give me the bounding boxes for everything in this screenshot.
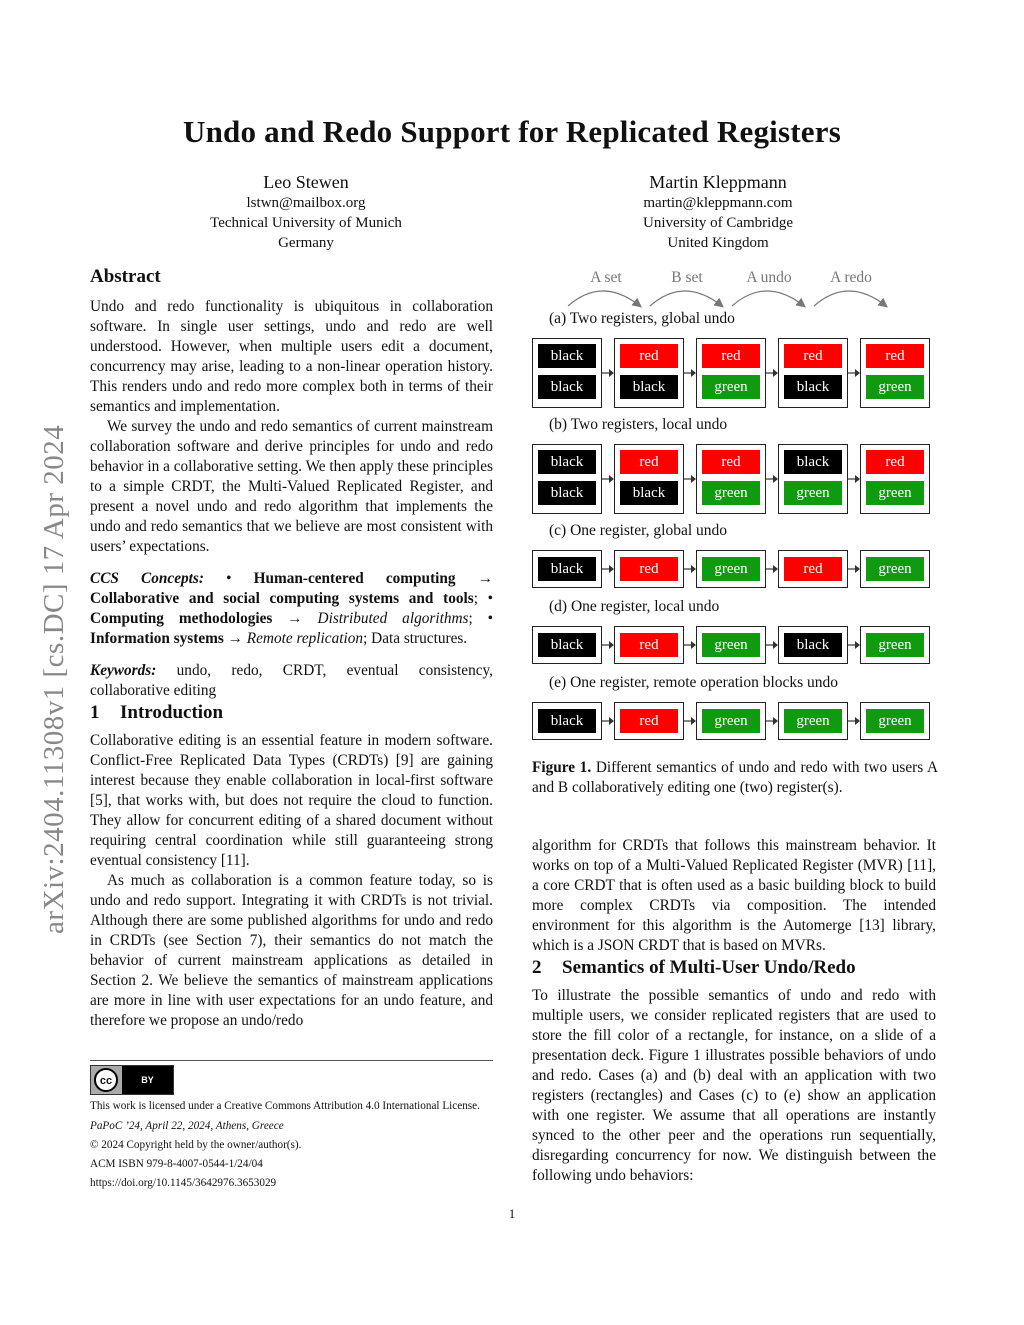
register-green: green — [866, 375, 924, 399]
abstract-heading: Abstract — [90, 266, 161, 287]
ccs-concept-3-sub: Remote replication — [246, 630, 364, 647]
register-red: red — [702, 344, 760, 368]
register-red: red — [784, 557, 842, 581]
register-state — [614, 626, 684, 664]
register-red: red — [620, 709, 678, 733]
page-number: 1 — [508, 1206, 516, 1221]
case-label: (e) One register, remote operation blocks undo — [549, 674, 839, 691]
register-state — [860, 702, 930, 740]
register-state — [532, 444, 602, 514]
register-state — [778, 702, 848, 740]
author-country: United Kingdom — [667, 235, 769, 251]
ccs-concept-1: Human-centered computing — [253, 570, 456, 587]
register-state — [532, 338, 602, 408]
author-block-2 — [553, 171, 883, 253]
register-green: green — [702, 633, 760, 657]
register-black: black — [620, 481, 678, 505]
section-title: Introduction — [120, 702, 224, 723]
register-red: red — [784, 344, 842, 368]
register-state — [860, 626, 930, 664]
register-green: green — [702, 375, 760, 399]
ccs-concept-3-extra: Data structures. — [371, 630, 468, 647]
section-number: 1 — [90, 702, 100, 723]
semantics-paragraph: To illustrate the possible semantics of undo and redo with multiple users, we consider replicated registers that are used to store the fill color of a rectangle, for instance, on a slide of a presentation deck. Figure 1 illustrates possible behaviors of undo and redo. Cases (a) and (b) deal with an application with two registers (rectangles) and Cases (c) to (e) show an application with one register. We assume that all operations are instantly synced to the other peer and the operations run sequentially, disregarding concurrency for now. We distinguish between the following undo behaviors: — [532, 987, 936, 1184]
register-black: black — [538, 450, 596, 474]
register-state — [532, 702, 602, 740]
register-state — [778, 444, 848, 514]
register-state — [696, 702, 766, 740]
ccs-concept-3: Information systems — [90, 630, 224, 647]
venue: PaPoC ’24, April 22, 2024, Athens, Greece — [90, 1120, 284, 1132]
register-state — [614, 338, 684, 408]
author-affiliation: University of Cambridge — [643, 215, 793, 231]
register-black: black — [538, 557, 596, 581]
register-black: black — [784, 633, 842, 657]
figure-1 — [532, 266, 940, 796]
op-label-a-redo: A redo — [830, 269, 872, 286]
ccs-concept-1-sub: Collaborative and social computing systems and tools — [90, 590, 474, 607]
section-title: Semantics of Multi-User Undo/Redo — [562, 957, 856, 978]
op-label-a-undo: A undo — [746, 269, 792, 286]
register-state — [696, 338, 766, 408]
register-state — [532, 550, 602, 588]
cc-icon: cc — [94, 1068, 118, 1092]
author-email: martin@kleppmann.com — [643, 195, 793, 211]
register-state — [614, 550, 684, 588]
intro-continued: algorithm for CRDTs that follows this mainstream behavior. It works on top of a Multi-Valued Replicated Register (MVR) [11], a core CRDT that is often used as a basic building block to build more complex CRDTs via composition. The intended environment for this algorithm is the Automerge [13] library, which is a JSON CRDT that is based on MVRs. — [532, 837, 936, 954]
op-label-a-set: A set — [590, 269, 622, 286]
op-arrow — [568, 291, 640, 306]
case-label: (b) Two registers, local undo — [549, 416, 728, 433]
case-label: (c) One register, global undo — [549, 522, 728, 539]
op-arrow — [814, 291, 886, 306]
register-green: green — [702, 557, 760, 581]
register-red: red — [620, 557, 678, 581]
register-state — [778, 626, 848, 664]
register-green: green — [866, 709, 924, 733]
section-1-heading — [90, 701, 493, 725]
register-green: green — [866, 633, 924, 657]
by-icon: BY — [122, 1066, 173, 1094]
ccs-concept-2-sub: Distributed algorithms — [317, 610, 469, 627]
register-state — [696, 626, 766, 664]
left-column — [90, 265, 493, 1031]
arxiv-identifier: arXiv:2404.11308v1 [cs.DC] 17 Apr 2024 — [38, 424, 70, 934]
author-email: lstwn@mailbox.org — [246, 195, 366, 211]
right-column — [532, 836, 936, 1186]
register-green: green — [702, 481, 760, 505]
register-green: green — [866, 481, 924, 505]
caption-label: Figure 1. — [532, 759, 592, 776]
register-red: red — [866, 344, 924, 368]
case-label: (a) Two registers, global undo — [549, 310, 735, 327]
register-red: red — [620, 450, 678, 474]
register-red: red — [620, 344, 678, 368]
register-state — [696, 550, 766, 588]
keywords-label: Keywords: — [90, 662, 157, 679]
register-black: black — [784, 450, 842, 474]
copyright: © 2024 Copyright held by the owner/author(s). — [90, 1139, 302, 1151]
ccs-concepts: CCS Concepts: • Human-centered computing → Collaborative and social computing systems and tools; • Computing methodologies → Distributed algorithms; • Information systems → Remote replication; Data structures. — [90, 570, 494, 647]
register-black: black — [538, 709, 596, 733]
author-name: Martin Kleppmann — [649, 172, 787, 192]
doi-link[interactable]: https://doi.org/10.1145/3642976.3653029 — [90, 1177, 277, 1189]
register-state — [860, 550, 930, 588]
footnote — [90, 1060, 493, 1193]
op-arrow — [650, 291, 722, 306]
license-text: This work is licensed under a Creative Commons Attribution 4.0 International License. — [90, 1100, 480, 1112]
register-red: red — [620, 633, 678, 657]
intro-paragraph-2: As much as collaboration is a common feature today, so is undo and redo support. Integrating it with CRDTs is not trivial. Although there are some published algorithms for undo and redo in CRDTs (see Section 7), their semantics do not match the behavior of current mainstream applications as detailed in Section 2. We believe the semantics of mainstream applications are more in line with user expectations for an undo feature, and therefore we propose an undo/redo — [90, 872, 493, 1029]
caption-text: Different semantics of undo and redo with two users A and B collaboratively editing one (two) register(s). — [532, 759, 939, 796]
register-state — [614, 702, 684, 740]
register-state — [860, 444, 930, 514]
figure-caption — [532, 758, 938, 798]
case-label: (d) One register, local undo — [549, 598, 720, 615]
paper-title: Undo and Redo Support for Replicated Registers — [183, 114, 841, 149]
register-green: green — [702, 709, 760, 733]
ccs-concept-2: Computing methodologies — [90, 610, 273, 627]
section-number: 2 — [532, 957, 542, 978]
abstract-paragraph-1: Undo and redo functionality is ubiquitous in collaboration software. In single user settings, undo and redo are well understood. However, when multiple users edit a document, concurrency may arise, leading to a non-linear operation history. This renders undo and redo more complex both in terms of their semantics and implementation. — [90, 298, 493, 415]
register-black: black — [538, 375, 596, 399]
register-state — [860, 338, 930, 408]
register-state — [778, 550, 848, 588]
register-state — [532, 626, 602, 664]
register-state — [778, 338, 848, 408]
section-2-heading — [532, 956, 936, 980]
footnote-rule — [90, 1060, 493, 1061]
register-red: red — [866, 450, 924, 474]
register-black: black — [538, 481, 596, 505]
intro-paragraph-1: Collaborative editing is an essential feature in modern software. Conflict-Free Replicated Data Types (CRDTs) [9] are gaining interest because they enable collaboration in local-first software [5], that works with, but does not require the cloud to function. They allow for concurrent editing of a shared document without requiring central coordination while still guaranteeing strong eventual consistency [11]. — [90, 732, 493, 869]
keywords-text: undo, redo, CRDT, eventual consistency, collaborative editing — [90, 662, 493, 699]
author-country: Germany — [278, 235, 334, 251]
isbn: ACM ISBN 979-8-4007-0544-1/24/04 — [90, 1158, 263, 1170]
op-arrow — [732, 291, 804, 306]
register-state — [614, 444, 684, 514]
cc-by-license-logo — [90, 1065, 174, 1095]
register-black: black — [620, 375, 678, 399]
register-green: green — [784, 481, 842, 505]
register-red: red — [702, 450, 760, 474]
register-black: black — [538, 344, 596, 368]
register-green: green — [784, 709, 842, 733]
ccs-label: CCS Concepts: — [90, 570, 204, 587]
author-name: Leo Stewen — [263, 172, 349, 192]
register-green: green — [866, 557, 924, 581]
op-label-b-set: B set — [671, 269, 703, 286]
keywords — [90, 661, 493, 701]
abstract-paragraph-2: We survey the undo and redo semantics of current mainstream collaboration software and derive principles for undo and redo behavior in a collaborative setting. We then apply these principles to a simple CRDT, the Multi-Valued Replicated Register, and present a novel undo and redo algorithm that implements the undo and redo semantics that we believe are most consistent with users’ expectations. — [90, 418, 493, 555]
register-state — [696, 444, 766, 514]
register-black: black — [538, 633, 596, 657]
author-affiliation: Technical University of Munich — [210, 215, 402, 231]
author-block-1 — [141, 171, 471, 253]
register-black: black — [784, 375, 842, 399]
